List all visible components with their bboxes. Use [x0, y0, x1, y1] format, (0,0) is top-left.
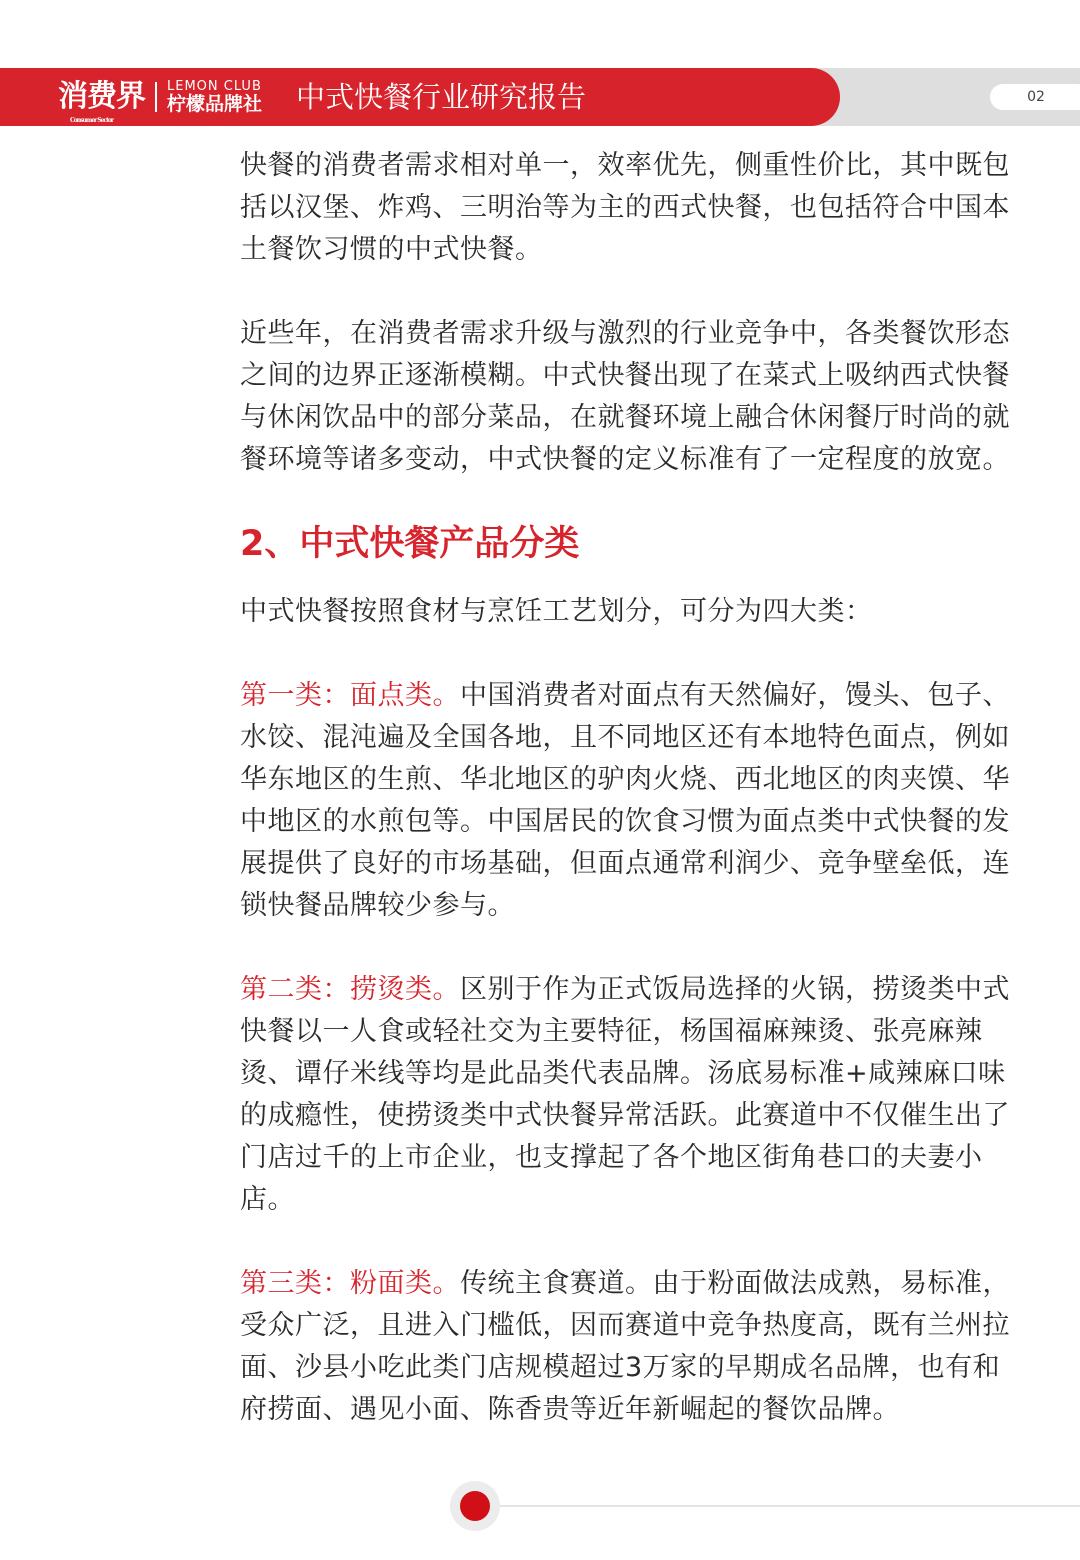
club-cn-text: 柠檬品牌社 — [167, 93, 263, 115]
category-paragraph — [240, 969, 1015, 1221]
footer-dot-icon — [460, 1491, 490, 1521]
intro-paragraph-2: 近些年，在消费者需求升级与激烈的行业竞争中，各类餐饮形态之间的边界正逐渐模糊。中式快餐出现了在菜式上吸纳西式快餐与休闲饮品中的部分菜品，在就餐环境上融合休闲餐厅时尚的就餐环境等诸多变动，中式快餐的定义标准有了一定程度的放宽。 — [240, 318, 1010, 475]
logo-consumer-sector — [58, 79, 145, 124]
category-label: 第二类：捞烫类。 — [240, 974, 460, 1005]
report-title: 中式快餐行业研究报告 — [296, 80, 587, 114]
category-text: 中国消费者对面点有天然偏好，馒头、包子、水饺、混沌遍及全国各地，且不同地区还有本地特色面点，例如华东地区的生煎、华北地区的驴肉火烧、西北地区的肉夹馍、华中地区的水煎包等。中国居民的饮食习惯为面点类中式快餐的发展提供了良好的市场基础，但面点通常利润少、竞争壁垒低，连锁快餐品牌较少参与。 — [240, 680, 1010, 921]
category-label: 第三类：粉面类。 — [240, 1268, 460, 1299]
page-number: 02 — [1027, 89, 1045, 105]
category-paragraph — [240, 1263, 1015, 1431]
footer-line — [500, 1505, 1080, 1507]
logo-sub-text: Consumer Sector — [70, 117, 114, 124]
category-text: 区别于作为正式饭局选择的火锅，捞烫类中式快餐以一人食或轻社交为主要特征，杨国福麻辣烫、张亮麻辣烫、谭仔米线等均是此品类代表品牌。汤底易标准+咸辣麻口味的成瘾性，使捞烫类中式快餐异常活跃。此赛道中不仅催生出了门店过千的上市企业，也支撑起了各个地区街角巷口的夫妻小店。 — [240, 974, 1010, 1215]
logo-lemon-club — [167, 80, 262, 114]
logo-divider — [155, 82, 157, 112]
category-paragraph — [240, 675, 1015, 927]
section-heading: 2、中式快餐产品分类 — [240, 524, 580, 564]
main-content — [240, 145, 1015, 1431]
intro-paragraph-1: 快餐的消费者需求相对单一，效率优先，侧重性价比，其中既包括以汉堡、炸鸡、三明治等为主的西式快餐，也包括符合中国本土餐饮习惯的中式快餐。 — [240, 150, 1010, 265]
club-en-text: LEMON CLUB — [167, 79, 262, 94]
brand-logo — [58, 72, 262, 122]
category-text: 传统主食赛道。由于粉面做法成熟，易标准，受众广泛，且进入门槛低，因而赛道中竞争热度高，既有兰州拉面、沙县小吃此类门店规模超过3万家的早期成名品牌，也有和府捞面、遇见小面、陈香贵等近年新崛起的餐饮品牌。 — [240, 1268, 1010, 1425]
category-label: 第一类：面点类。 — [240, 680, 460, 711]
section-intro: 中式快餐按照食材与烹饪工艺划分，可分为四大类： — [240, 596, 873, 627]
logo-main-text: 消费界 — [58, 79, 145, 114]
